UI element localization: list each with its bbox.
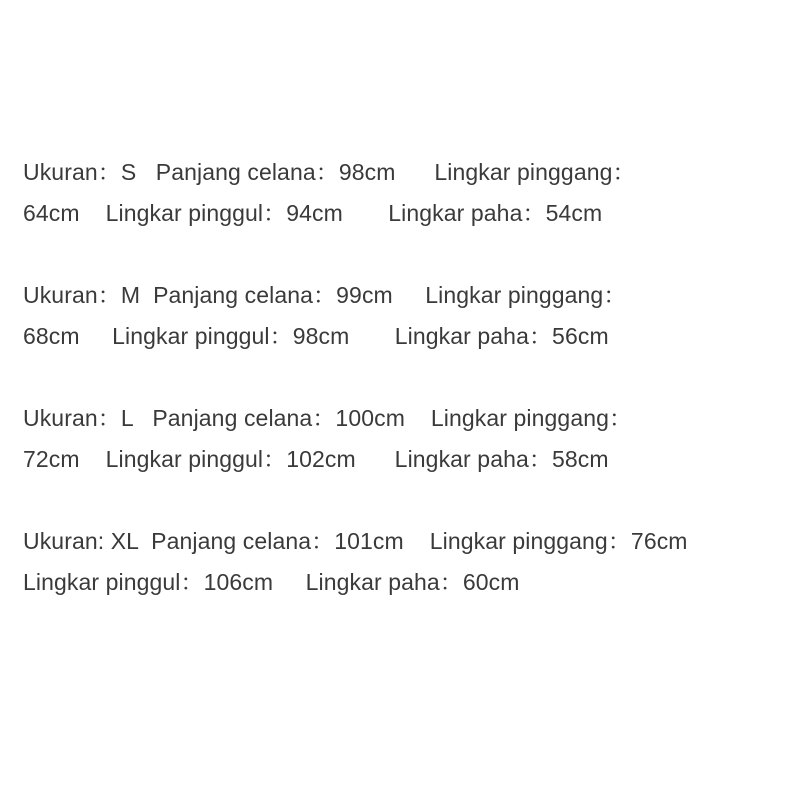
size-m-block	[23, 275, 793, 357]
size-m-line-2: 68cm Lingkar pinggul：98cm Lingkar paha：56cm	[23, 323, 609, 349]
size-l-block	[23, 398, 793, 480]
size-l-line-1: Ukuran：L Panjang celana：100cm Lingkar pinggang：	[23, 405, 633, 431]
size-s-line-2: 64cm Lingkar pinggul：94cm Lingkar paha：54cm	[23, 200, 603, 226]
size-xl-line-2: Lingkar pinggul：106cm Lingkar paha：60cm	[23, 569, 520, 595]
size-s-line-1: Ukuran：S Panjang celana：98cm Lingkar pinggang：	[23, 159, 636, 185]
size-m-line-1: Ukuran：M Panjang celana：99cm Lingkar pinggang：	[23, 282, 627, 308]
size-l-line-2: 72cm Lingkar pinggul：102cm Lingkar paha：58cm	[23, 446, 609, 472]
size-xl-block	[23, 521, 793, 603]
size-s-block	[23, 152, 793, 234]
size-xl-line-1: Ukuran: XL Panjang celana：101cm Lingkar pinggang：76cm	[23, 528, 688, 554]
